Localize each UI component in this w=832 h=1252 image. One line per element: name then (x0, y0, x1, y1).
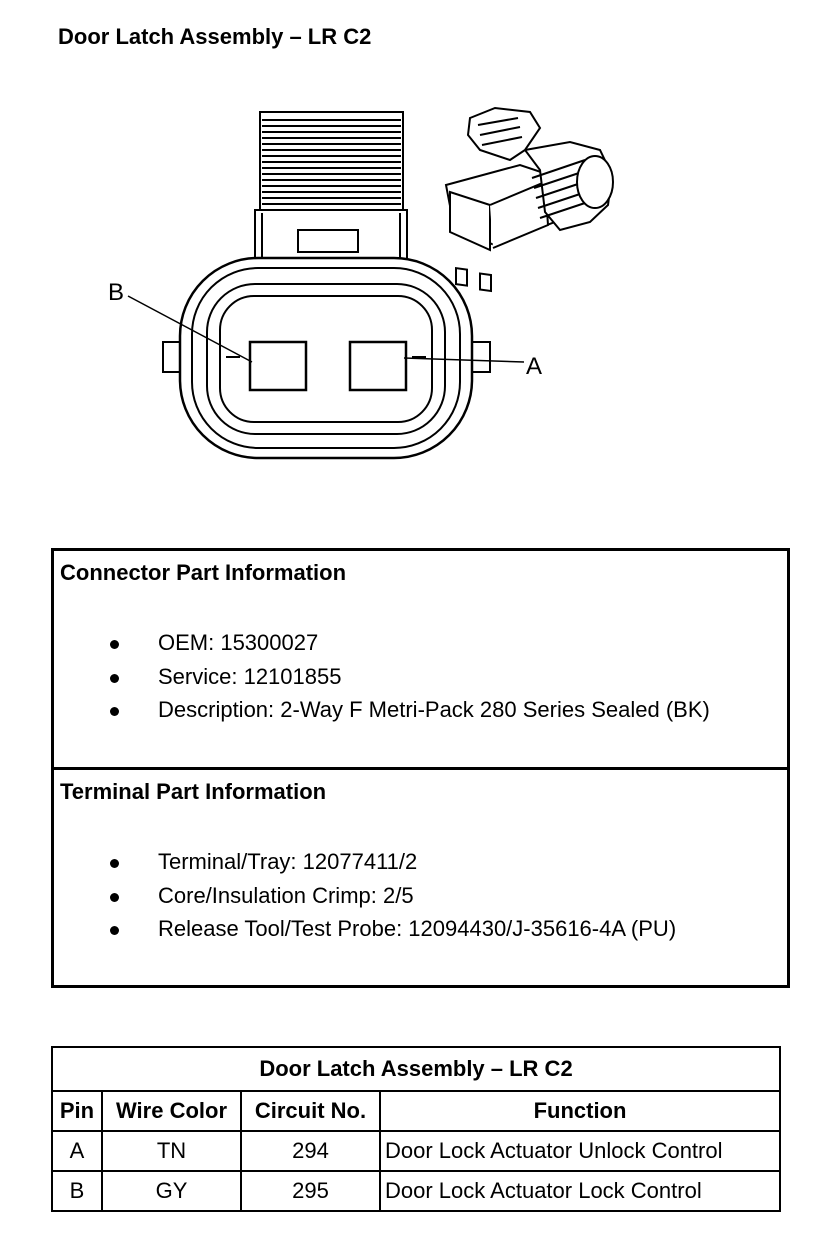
column-header-circuit: Circuit No. (241, 1091, 380, 1131)
pin-table (51, 1046, 781, 1212)
bullet-icon (110, 893, 119, 902)
column-header-function: Function (380, 1091, 780, 1131)
terminal-info-heading: Terminal Part Information (60, 779, 327, 804)
table-header-row (52, 1091, 780, 1131)
connector-part-info (51, 548, 790, 770)
connector-body (180, 258, 472, 458)
bullet-icon (110, 859, 119, 868)
list-item: OEM: 15300027 (54, 631, 787, 665)
pin-label-a: A (526, 353, 543, 380)
table-row (52, 1131, 780, 1171)
connector-diagram (0, 0, 832, 520)
cavity-b (250, 342, 306, 390)
list-item: Release Tool/Test Probe: 12094430/J-35616-4A (PU) (54, 917, 787, 951)
connector-3d-image (446, 108, 613, 291)
terminal-info-list (54, 850, 787, 951)
wire-color-cell: TN (102, 1131, 241, 1171)
wire-color-cell: GY (102, 1171, 241, 1211)
table-title: Door Latch Assembly – LR C2 (52, 1047, 780, 1091)
page-title: Door Latch Assembly – LR C2 (58, 24, 372, 49)
column-header-pin: Pin (52, 1091, 102, 1131)
list-item: Core/Insulation Crimp: 2/5 (54, 884, 787, 918)
pin-cell: B (52, 1171, 102, 1211)
bullet-icon (110, 707, 119, 716)
list-item: Description: 2-Way F Metri-Pack 280 Series Sealed (BK) (54, 698, 787, 732)
function-cell: Door Lock Actuator Lock Control (380, 1171, 780, 1211)
cavity-a (350, 342, 406, 390)
pin-label-b: B (108, 279, 125, 306)
pin-cell: A (52, 1131, 102, 1171)
connector-info-list (54, 631, 787, 732)
terminal-part-info (51, 767, 790, 988)
connector-lock-tab (255, 112, 407, 262)
function-cell: Door Lock Actuator Unlock Control (380, 1131, 780, 1171)
list-item: Service: 12101855 (54, 665, 787, 699)
bullet-icon (110, 674, 119, 683)
list-item: Terminal/Tray: 12077411/2 (54, 850, 787, 884)
bullet-icon (110, 926, 119, 935)
column-header-wire-color: Wire Color (102, 1091, 241, 1131)
circuit-cell: 295 (241, 1171, 380, 1211)
table-row (52, 1171, 780, 1211)
circuit-cell: 294 (241, 1131, 380, 1171)
connector-info-heading: Connector Part Information (60, 560, 347, 585)
bullet-icon (110, 640, 119, 649)
